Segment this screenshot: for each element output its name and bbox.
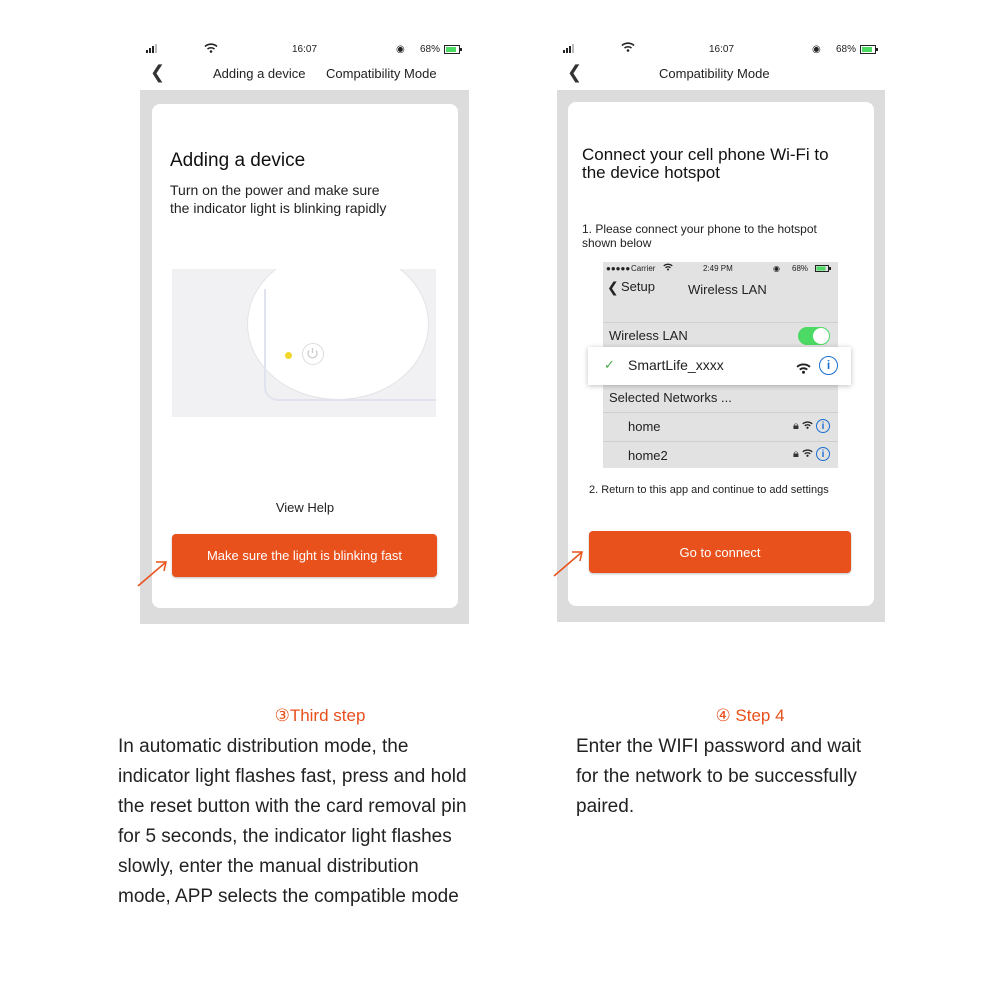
network-row-home[interactable]: [603, 412, 838, 441]
checkmark-icon: ✓: [604, 357, 615, 372]
step3-line: the reset button with the card removal pin: [118, 796, 467, 817]
power-button-icon: [302, 343, 324, 365]
step3-line: indicator light flashes fast, press and hold: [118, 766, 467, 787]
inner-battery: 68%: [792, 264, 809, 273]
step4-line: for the network to be successfully: [576, 766, 857, 787]
info-icon[interactable]: i: [816, 447, 830, 461]
inner-location-icon: ◉: [773, 264, 780, 273]
step3-caption: ③Third step: [274, 706, 366, 725]
left-pointer-arrow-icon: [136, 558, 170, 588]
section-label-row: [603, 386, 838, 410]
connect-heading-line-2: the device hotspot: [582, 163, 720, 182]
step4-description: [576, 732, 976, 822]
selected-networks-label: Selected Networks ...: [609, 390, 732, 405]
nav-bar: [140, 60, 469, 90]
inner-nav-bar: [603, 276, 838, 302]
smartlife-network-name: SmartLife_xxxx: [628, 357, 724, 373]
nav-title-compat[interactable]: Compatibility Mode: [326, 66, 437, 81]
lock-wifi-icon: 🔒︎ i: [793, 419, 830, 433]
inner-back-chevron-icon[interactable]: ❮: [607, 279, 619, 295]
wireless-lan-toggle-row: [603, 322, 838, 349]
inner-title: Wireless LAN: [688, 282, 767, 297]
wireless-lan-toggle[interactable]: [798, 327, 830, 345]
back-chevron-icon[interactable]: ❮: [150, 62, 166, 82]
status-time: 16:07: [709, 44, 735, 55]
right-pointer-arrow-icon: [552, 548, 586, 578]
step3-line: In automatic distribution mode, the: [118, 736, 409, 757]
blinking-fast-button[interactable]: Make sure the light is blinking fast: [172, 534, 437, 577]
back-chevron-icon[interactable]: ❮: [567, 62, 583, 82]
inner-carrier: Carrier: [631, 264, 656, 273]
location-icon: ◉: [812, 44, 821, 55]
view-help-link[interactable]: View Help: [275, 500, 335, 515]
step3-line: slowly, enter the manual distribution: [118, 856, 419, 877]
status-time: 16:07: [292, 44, 318, 55]
step3-description: [118, 732, 538, 912]
inner-back-label[interactable]: Setup: [621, 279, 655, 294]
network-row-home2[interactable]: [603, 441, 838, 469]
inner-signal-dots: ●●●●●: [606, 264, 631, 273]
wifi-icon: [204, 42, 218, 56]
step1-line-1: 1. Please connect your phone to the hotspot: [582, 222, 817, 236]
inner-status-bar: [603, 262, 838, 276]
signal-icon: [563, 44, 577, 56]
instruction-line-1: Turn on the power and make sure: [170, 182, 380, 198]
wifi-icon: [796, 361, 811, 377]
content-card: [152, 104, 458, 608]
battery-percent: 68%: [836, 44, 857, 55]
info-icon[interactable]: i: [816, 419, 830, 433]
connect-heading-line-1: Connect your cell phone Wi-Fi to: [582, 145, 829, 164]
page-heading: Adding a device: [170, 150, 306, 171]
device-illustration: [172, 269, 436, 417]
location-icon: ◉: [396, 44, 405, 55]
status-bar: [140, 40, 469, 60]
info-icon[interactable]: i: [819, 356, 838, 375]
device-corner: [264, 289, 436, 401]
network-name: home: [628, 419, 661, 434]
step4-line: Enter the WIFI password and wait: [576, 736, 862, 757]
step3-line: for 5 seconds, the indicator light flashes: [118, 826, 452, 847]
battery-icon: [444, 45, 462, 57]
indicator-light: [285, 352, 292, 359]
network-name: home2: [628, 448, 668, 463]
smartlife-network-row[interactable]: [588, 347, 851, 385]
nav-title-compat: Compatibility Mode: [659, 66, 770, 81]
wireless-lan-label: Wireless LAN: [609, 328, 688, 343]
step2-text: 2. Return to this app and continue to add settings: [589, 484, 829, 496]
wifi-icon: [621, 42, 635, 55]
lock-wifi-icon: 🔒︎ i: [793, 447, 830, 461]
instruction-line-2: the indicator light is blinking rapidly: [170, 200, 387, 216]
nav-bar: [557, 60, 885, 90]
inner-battery-icon: [815, 265, 831, 274]
toggle-knob: [813, 328, 829, 344]
battery-icon: [860, 45, 878, 57]
status-bar: [557, 40, 885, 60]
signal-icon: [146, 44, 160, 56]
left-phone-screenshot: [140, 40, 469, 624]
inner-time: 2:49 PM: [703, 264, 733, 273]
step4-line: paired.: [576, 796, 635, 817]
go-to-connect-button[interactable]: Go to connect: [589, 531, 851, 573]
step4-caption: ④ Step 4: [715, 706, 785, 725]
battery-percent: 68%: [420, 44, 441, 55]
step3-line: mode, APP selects the compatible mode: [118, 886, 459, 907]
inner-wifi-icon: [663, 263, 673, 273]
step1-line-2: shown below: [582, 236, 652, 250]
nav-title-adding: Adding a device: [213, 66, 306, 81]
